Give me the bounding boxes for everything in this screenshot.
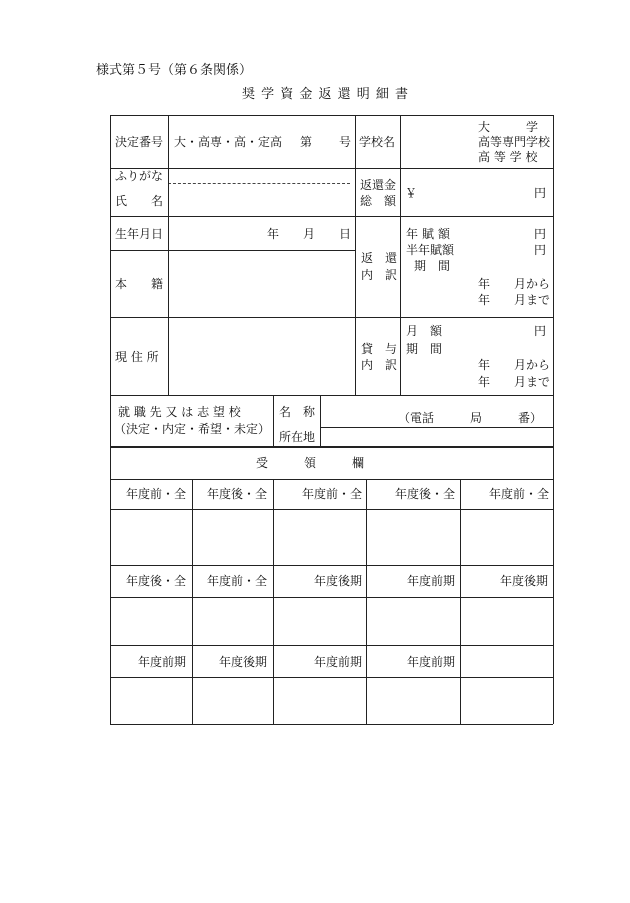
school-option-high-school: 高 等 学 校	[478, 150, 538, 164]
receipt-cell: 年度前・全	[489, 487, 550, 501]
repay-total-yen: 円	[534, 186, 547, 200]
receipt-cell: 年度後・全	[207, 487, 268, 501]
birth-label: 生年月日	[115, 227, 164, 241]
repay-detail-label-1: 返 還	[361, 251, 398, 265]
receipt-cell: 年度前期	[138, 655, 187, 669]
loan-period-from: 年 月から	[478, 358, 551, 372]
receipt-cell: 年度後期	[219, 655, 268, 669]
address-label: 現 住 所	[115, 350, 159, 364]
receipt-cell: 年度後・全	[126, 574, 187, 588]
receipt-cell: 年度前期	[407, 574, 456, 588]
receipt-cell: 年度前・全	[126, 487, 187, 501]
receipt-cell: 年度前期	[407, 655, 456, 669]
employment-name-label: 名 称	[279, 405, 316, 419]
birth-day: 日	[339, 227, 352, 241]
receipt-header: 受 領 欄	[256, 456, 365, 470]
repay-period-to: 年 月まで	[478, 293, 551, 307]
repay-period-from: 年 月から	[478, 277, 551, 291]
honseki-label: 本 籍	[115, 277, 164, 291]
loan-detail-label-2: 内 訳	[361, 358, 398, 372]
decision-label: 決定番号	[115, 135, 164, 149]
birth-year: 年	[267, 227, 280, 241]
page-title: 奨 学 資 金 返 還 明 細 書	[242, 87, 410, 102]
repay-total-label-2: 総 額	[360, 194, 397, 208]
monthly-amount-yen: 円	[534, 324, 547, 338]
semi-annual-yen: 円	[534, 243, 547, 257]
repay-period-label: 期 間	[414, 259, 451, 273]
loan-detail-label-1: 貸 与	[361, 342, 398, 356]
receipt-cell: 年度前期	[314, 655, 363, 669]
employment-status-options: （決定・内定・希望・未定）	[114, 422, 271, 436]
receipt-cell: 年度前・全	[207, 574, 268, 588]
school-option-tech-college: 高等専門学校	[478, 135, 551, 149]
address-field[interactable]	[170, 319, 352, 393]
annual-amount-yen: 円	[534, 227, 547, 241]
employment-phone: （電話 局 番）	[398, 411, 543, 425]
annual-amount-label: 年賦額	[406, 227, 455, 241]
furigana-label: ふりがな	[115, 169, 164, 183]
semi-annual-label: 半年賦額	[406, 243, 455, 257]
name-field[interactable]	[170, 186, 350, 214]
receipt-cell: 年度前・全	[302, 487, 363, 501]
receipt-cell: 年度後期	[314, 574, 363, 588]
honseki-field[interactable]	[170, 252, 352, 315]
birth-month: 月	[303, 227, 316, 241]
loan-period-to: 年 月まで	[478, 375, 551, 389]
repay-total-label-1: 返還金	[360, 178, 397, 192]
school-label: 学校名	[359, 135, 396, 149]
receipt-cell: 年度後期	[500, 574, 549, 588]
name-label: 氏 名	[115, 194, 164, 208]
receipt-cell: 年度後・全	[395, 487, 456, 501]
monthly-amount-label: 月 額	[406, 324, 443, 338]
yen-sign: ￥	[405, 186, 418, 200]
form-number: 様式第５号（第６条関係）	[96, 63, 253, 78]
decision-dai: 第	[300, 135, 313, 149]
furigana-field[interactable]	[170, 169, 350, 182]
school-option-university: 大 学	[478, 120, 539, 134]
decision-go: 号	[339, 135, 352, 149]
employment-location-label: 所在地	[279, 430, 316, 444]
repay-detail-label-2: 内 訳	[361, 268, 398, 282]
school-types: 大・高専・高・定高	[174, 135, 283, 149]
loan-period-label: 期 間	[406, 342, 443, 356]
employment-label: 就 職 先 又 は 志 望 校	[118, 405, 241, 419]
